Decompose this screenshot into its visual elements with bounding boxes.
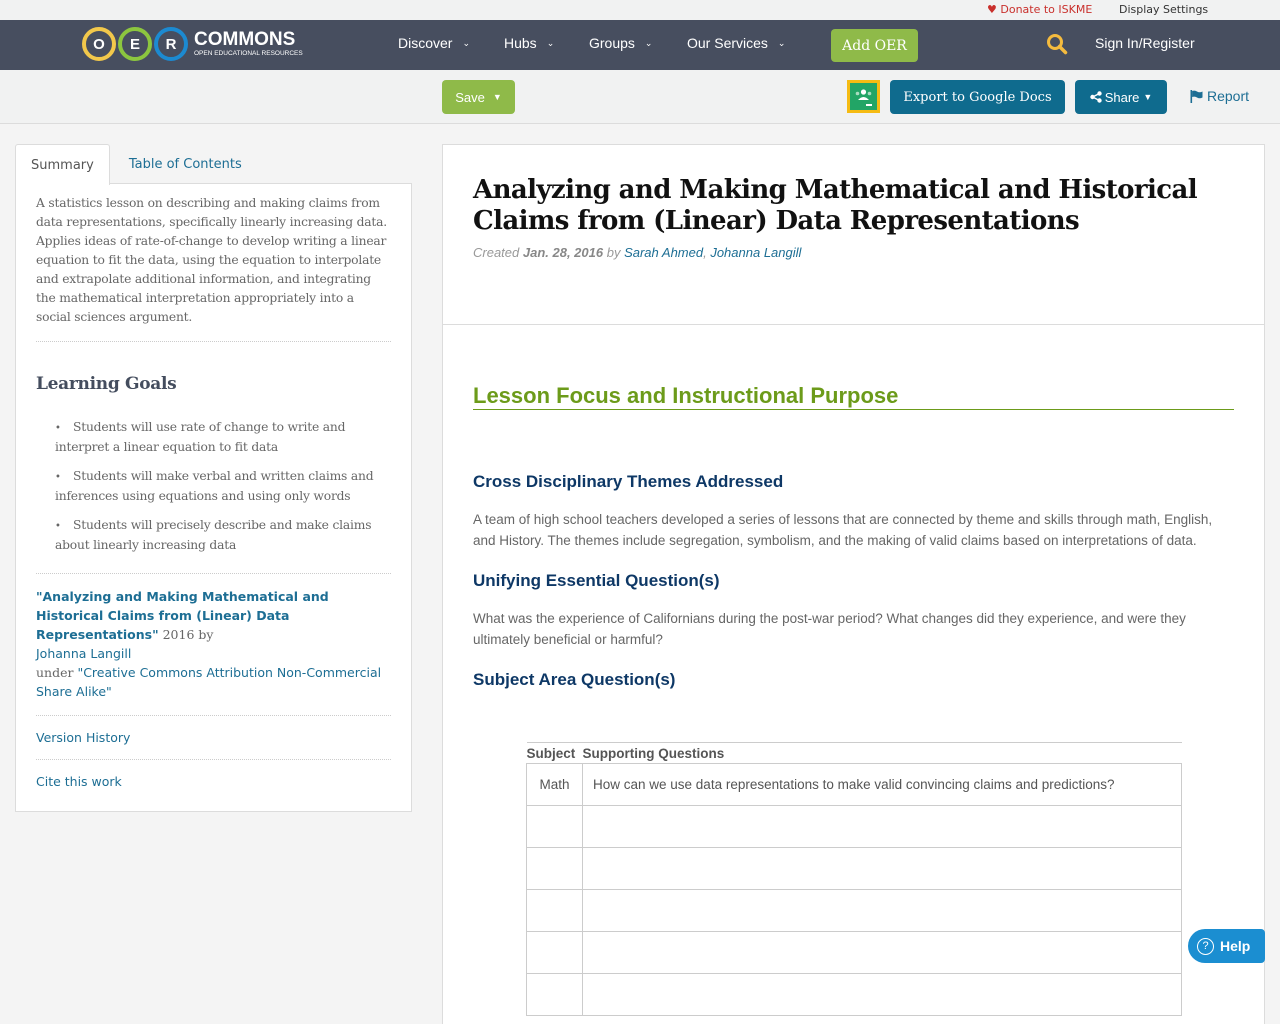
- attribution-title-link[interactable]: "Analyzing and Making Mathematical and Historical Claims from (Linear) Data Representations": [36, 589, 329, 642]
- summary-panel: [15, 183, 412, 812]
- display-settings-link[interactable]: Display Settings: [1119, 3, 1209, 16]
- table-cell: [583, 974, 1182, 1016]
- divider: [36, 759, 391, 760]
- sign-in-register-link[interactable]: Sign In/Register: [1095, 35, 1195, 51]
- bullet-icon: •: [55, 423, 61, 434]
- author-link[interactable]: Johanna Langill: [710, 245, 802, 260]
- table-cell: [527, 932, 583, 974]
- version-history-link[interactable]: Version History: [36, 730, 131, 745]
- share-icon: [1090, 91, 1102, 103]
- search-icon[interactable]: [1046, 33, 1068, 55]
- page-title: Analyzing and Making Mathematical and Historical Claims from (Linear) Data Representations: [473, 175, 1197, 236]
- table-cell: [527, 848, 583, 890]
- lesson-content: [443, 383, 1264, 1016]
- question-circle-icon: ?: [1197, 938, 1214, 955]
- attribution-author-link[interactable]: Johanna Langill: [36, 646, 132, 661]
- section-body: A team of high school teachers developed a series of lessons that are connected by theme and skills through math, English, and History. The themes include segregation, symbolism, and the making of valid claims based on interpretations of data.: [473, 512, 1213, 548]
- caret-down-icon: ▼: [1143, 92, 1153, 102]
- table-row: [527, 764, 1182, 806]
- section-body: What was the experience of Californians during the post-war period? What changes did they experience, and were they ultimately beneficial or harmful?: [473, 611, 1186, 647]
- table-cell: [527, 974, 583, 1016]
- logo-wordmark: COMMONS OPEN EDUCATIONAL RESOURCES: [194, 29, 303, 58]
- learning-goals-list: [36, 418, 391, 555]
- resource-toolbar: [0, 70, 1280, 124]
- tab-summary[interactable]: Summary: [15, 144, 110, 185]
- google-classroom-icon[interactable]: [847, 80, 880, 113]
- table-cell: [527, 806, 583, 848]
- logo-ring-e: E: [118, 27, 152, 61]
- table-cell: [583, 932, 1182, 974]
- help-button[interactable]: ? Help: [1188, 929, 1265, 963]
- author-link[interactable]: Sarah Ahmed: [624, 245, 704, 260]
- table-cell: [583, 806, 1182, 848]
- caret-down-icon: ▼: [492, 92, 502, 102]
- bullet-icon: •: [55, 472, 61, 483]
- learning-goal-item: • Students will make verbal and written claims and inferences using equations and using only words: [55, 469, 374, 503]
- table-cell: [583, 848, 1182, 890]
- bullet-icon: •: [55, 521, 61, 532]
- report-link[interactable]: Report: [1190, 88, 1249, 104]
- nav-our-services[interactable]: Our Services ⌄: [687, 35, 786, 51]
- chevron-down-icon: ⌄: [546, 37, 555, 48]
- sidebar: [15, 144, 412, 812]
- table-cell: [583, 890, 1182, 932]
- tab-table-of-contents[interactable]: Table of Contents: [128, 156, 242, 172]
- chevron-down-icon: ⌄: [777, 37, 786, 48]
- section-title: Lesson Focus and Instructional Purpose: [473, 383, 1234, 410]
- nav-discover[interactable]: Discover ⌄: [398, 35, 471, 51]
- table-row: [527, 974, 1182, 1016]
- logo-ring-o: O: [82, 27, 116, 61]
- logo-ring-r: R: [154, 27, 188, 61]
- main-nav: [0, 20, 1280, 70]
- table-cell: [527, 890, 583, 932]
- table-cell: Math: [527, 764, 583, 806]
- utility-bar: [0, 0, 1280, 20]
- summary-text: A statistics lesson on describing and making claims from data representations, specifically linearly increasing data. Applies ideas of rate-of-change to develop writing a linear equation to fit the data, using the equation to interpolate and extrapolate additional information, and integrating the mathematical interpretation appropriately into a social sciences argument.: [36, 196, 387, 324]
- nav-hubs[interactable]: Hubs ⌄: [504, 35, 555, 51]
- section-heading: Unifying Essential Question(s): [473, 571, 720, 590]
- chevron-down-icon: ⌄: [644, 37, 653, 48]
- table-row: [527, 890, 1182, 932]
- section-heading: Subject Area Question(s): [473, 670, 676, 689]
- attribution: "Analyzing and Making Mathematical and Historical Claims from (Linear) Data Representations" 2016 by Johanna Langill under "Creative Commons Attribution Non-Commercial Share Alike": [36, 589, 382, 699]
- flag-icon: [1190, 90, 1203, 103]
- table-row: [527, 848, 1182, 890]
- sidebar-tabs: [15, 144, 412, 184]
- divider: [36, 573, 391, 574]
- main-content: [442, 144, 1265, 1024]
- learning-goals-title: Learning Goals: [36, 374, 177, 394]
- table-row: [527, 806, 1182, 848]
- learning-goal-item: • Students will use rate of change to write and interpret a linear equation to fit data: [55, 420, 346, 454]
- column-header: Subject: [527, 743, 583, 764]
- column-header: Supporting Questions: [583, 743, 1182, 764]
- table-row: [527, 932, 1182, 974]
- table-cell: How can we use data representations to make valid convincing claims and predictions?: [583, 764, 1182, 806]
- resource-header: [443, 145, 1264, 325]
- cite-this-work-link[interactable]: Cite this work: [36, 774, 122, 789]
- chevron-down-icon: ⌄: [462, 37, 471, 48]
- save-dropdown-button[interactable]: Save ▼: [442, 80, 515, 114]
- section-heading: Cross Disciplinary Themes Addressed: [473, 472, 784, 491]
- nav-groups[interactable]: Groups ⌄: [589, 35, 653, 51]
- add-oer-button[interactable]: Add OER: [831, 29, 918, 62]
- share-dropdown-button[interactable]: Share ▼: [1075, 80, 1167, 114]
- created-meta: Created Jan. 28, 2016 by Sarah Ahmed, Johanna Langill: [473, 245, 802, 260]
- learning-goal-item: • Students will precisely describe and make claims about linearly increasing data: [55, 518, 372, 552]
- divider: [36, 715, 391, 716]
- oer-commons-logo[interactable]: [82, 25, 303, 63]
- donate-link[interactable]: ♥ Donate to ISKME: [987, 3, 1093, 16]
- license-link[interactable]: "Creative Commons Attribution Non-Commercial Share Alike": [36, 665, 382, 699]
- divider: [36, 341, 391, 342]
- created-date: Jan. 28, 2016: [522, 245, 604, 260]
- subject-questions-table: [526, 742, 1182, 1016]
- export-google-docs-button[interactable]: Export to Google Docs: [890, 80, 1065, 114]
- heart-icon: ♥: [987, 3, 997, 16]
